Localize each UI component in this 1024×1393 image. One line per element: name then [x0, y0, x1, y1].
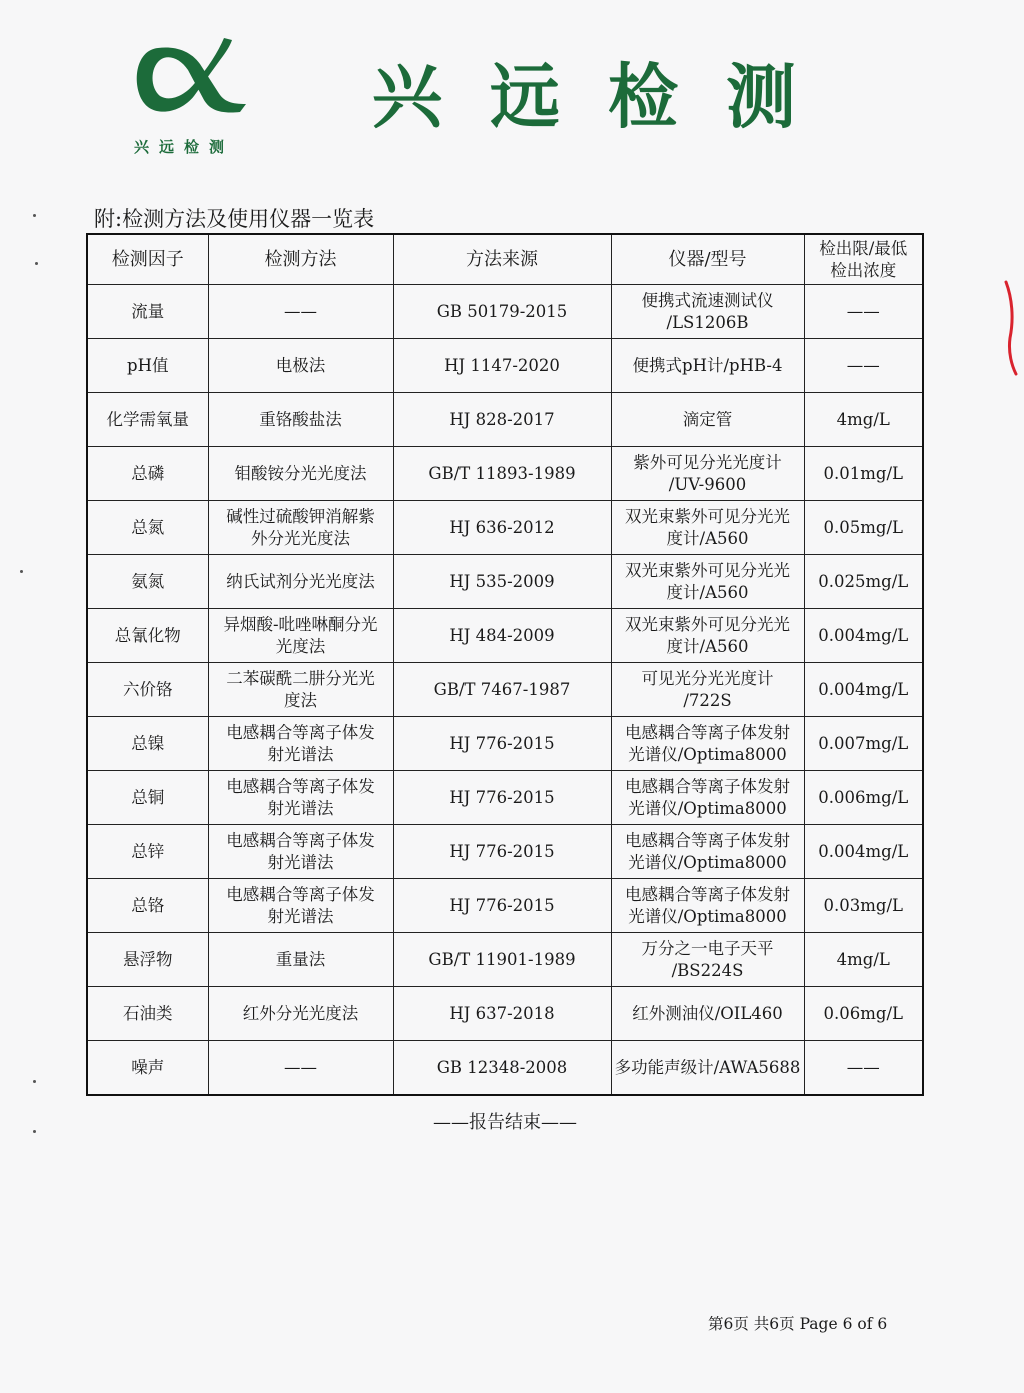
- cell-method: 二苯碳酰二肼分光光 度法: [208, 663, 393, 717]
- cell-source: GB/T 11893-1989: [393, 447, 611, 501]
- cell-factor: 总铜: [87, 771, 208, 825]
- scan-speck: [33, 1080, 36, 1083]
- cell-factor: 悬浮物: [87, 933, 208, 987]
- cell-source: HJ 776-2015: [393, 825, 611, 879]
- column-header-source: 方法来源: [393, 234, 611, 285]
- page-number: 第6页 共6页 Page 6 of 6: [708, 1315, 888, 1333]
- cell-source: HJ 776-2015: [393, 771, 611, 825]
- cell-method: 电感耦合等离子体发 射光谱法: [208, 825, 393, 879]
- cell-source: HJ 828-2017: [393, 393, 611, 447]
- cell-instrument: 双光束紫外可见分光光 度计/A560: [611, 501, 804, 555]
- table-row: [87, 609, 923, 663]
- cell-factor: 氨氮: [87, 555, 208, 609]
- cell-method: 异烟酸-吡唑啉酮分光 光度法: [208, 609, 393, 663]
- cell-limit: ——: [804, 285, 923, 339]
- cell-method: 电感耦合等离子体发 射光谱法: [208, 717, 393, 771]
- cell-limit: 0.006mg/L: [804, 771, 923, 825]
- cell-limit: 0.06mg/L: [804, 987, 923, 1041]
- table-row: [87, 717, 923, 771]
- cell-instrument: 便携式pH计/pHB-4: [611, 339, 804, 393]
- scan-speck: [35, 262, 38, 265]
- table-row: [87, 339, 923, 393]
- logo-caption: 兴远检测: [134, 138, 235, 156]
- cell-instrument: 滴定管: [611, 393, 804, 447]
- cell-factor: 总锌: [87, 825, 208, 879]
- table-row: [87, 501, 923, 555]
- report-end-note: ——报告结束——: [433, 1112, 577, 1133]
- scan-speck: [33, 1130, 36, 1133]
- cell-instrument: 双光束紫外可见分光光 度计/A560: [611, 555, 804, 609]
- table-row: [87, 825, 923, 879]
- cell-source: HJ 484-2009: [393, 609, 611, 663]
- cell-factor: 化学需氧量: [87, 393, 208, 447]
- cell-limit: 0.05mg/L: [804, 501, 923, 555]
- red-pen-mark: [998, 278, 1020, 378]
- cell-method: 电感耦合等离子体发 射光谱法: [208, 771, 393, 825]
- cell-limit: 0.004mg/L: [804, 825, 923, 879]
- scan-speck: [33, 214, 36, 217]
- cell-method: 电极法: [208, 339, 393, 393]
- column-header-limit: 检出限/最低 检出浓度: [804, 234, 923, 285]
- cell-instrument: 电感耦合等离子体发射 光谱仪/Optima8000: [611, 825, 804, 879]
- cell-factor: 总氮: [87, 501, 208, 555]
- cell-limit: 0.03mg/L: [804, 879, 923, 933]
- table-row: [87, 555, 923, 609]
- cell-source: HJ 776-2015: [393, 717, 611, 771]
- table-row: [87, 447, 923, 501]
- brand-title: 兴远检测: [372, 56, 844, 138]
- cell-limit: ——: [804, 1041, 923, 1096]
- table-row: [87, 285, 923, 339]
- cell-factor: 六价铬: [87, 663, 208, 717]
- logo-loop-mark: [137, 38, 246, 113]
- table-header-row: [87, 234, 923, 285]
- cell-factor: 总磷: [87, 447, 208, 501]
- cell-instrument: 电感耦合等离子体发射 光谱仪/Optima8000: [611, 717, 804, 771]
- cell-instrument: 万分之一电子天平 /BS224S: [611, 933, 804, 987]
- cell-factor: 石油类: [87, 987, 208, 1041]
- table-row: [87, 987, 923, 1041]
- table-row: [87, 393, 923, 447]
- cell-instrument: 电感耦合等离子体发射 光谱仪/Optima8000: [611, 879, 804, 933]
- cell-method: 红外分光光度法: [208, 987, 393, 1041]
- cell-method: 钼酸铵分光光度法: [208, 447, 393, 501]
- cell-source: HJ 1147-2020: [393, 339, 611, 393]
- cell-instrument: 紫外可见分光光度计 /UV-9600: [611, 447, 804, 501]
- cell-source: GB 12348-2008: [393, 1041, 611, 1096]
- cell-factor: pH值: [87, 339, 208, 393]
- column-header-factor: 检测因子: [87, 234, 208, 285]
- table-row: [87, 771, 923, 825]
- cell-source: GB/T 11901-1989: [393, 933, 611, 987]
- cell-method: 碱性过硫酸钾消解紫 外分光光度法: [208, 501, 393, 555]
- cell-source: HJ 636-2012: [393, 501, 611, 555]
- cell-method: 重铬酸盐法: [208, 393, 393, 447]
- cell-instrument: 可见光分光光度计 /722S: [611, 663, 804, 717]
- cell-instrument: 红外测油仪/OIL460: [611, 987, 804, 1041]
- cell-factor: 总镍: [87, 717, 208, 771]
- table-row: [87, 663, 923, 717]
- cell-factor: 流量: [87, 285, 208, 339]
- cell-source: GB/T 7467-1987: [393, 663, 611, 717]
- table-row: [87, 1041, 923, 1096]
- cell-limit: 0.025mg/L: [804, 555, 923, 609]
- cell-limit: 0.004mg/L: [804, 663, 923, 717]
- cell-method: ——: [208, 285, 393, 339]
- cell-limit: 4mg/L: [804, 393, 923, 447]
- cell-source: HJ 776-2015: [393, 879, 611, 933]
- cell-method: ——: [208, 1041, 393, 1096]
- table-caption: 附:检测方法及使用仪器一览表: [94, 207, 375, 231]
- cell-method: 纳氏试剂分光光度法: [208, 555, 393, 609]
- cell-instrument: 电感耦合等离子体发射 光谱仪/Optima8000: [611, 771, 804, 825]
- cell-factor: 总铬: [87, 879, 208, 933]
- table-row: [87, 879, 923, 933]
- cell-instrument: 便携式流速测试仪 /LS1206B: [611, 285, 804, 339]
- cell-instrument: 多功能声级计/AWA5688: [611, 1041, 804, 1096]
- scan-speck: [20, 570, 23, 573]
- cell-method: 电感耦合等离子体发 射光谱法: [208, 879, 393, 933]
- cell-method: 重量法: [208, 933, 393, 987]
- cell-limit: 0.007mg/L: [804, 717, 923, 771]
- cell-factor: 总氰化物: [87, 609, 208, 663]
- cell-limit: ——: [804, 339, 923, 393]
- cell-source: GB 50179-2015: [393, 285, 611, 339]
- methods-instruments-table: [86, 233, 924, 1096]
- cell-source: HJ 637-2018: [393, 987, 611, 1041]
- cell-limit: 0.004mg/L: [804, 609, 923, 663]
- column-header-instrument: 仪器/型号: [611, 234, 804, 285]
- column-header-method: 检测方法: [208, 234, 393, 285]
- cell-limit: 0.01mg/L: [804, 447, 923, 501]
- cell-instrument: 双光束紫外可见分光光 度计/A560: [611, 609, 804, 663]
- table-row: [87, 933, 923, 987]
- company-logo: [128, 30, 258, 126]
- cell-factor: 噪声: [87, 1041, 208, 1096]
- cell-limit: 4mg/L: [804, 933, 923, 987]
- cell-source: HJ 535-2009: [393, 555, 611, 609]
